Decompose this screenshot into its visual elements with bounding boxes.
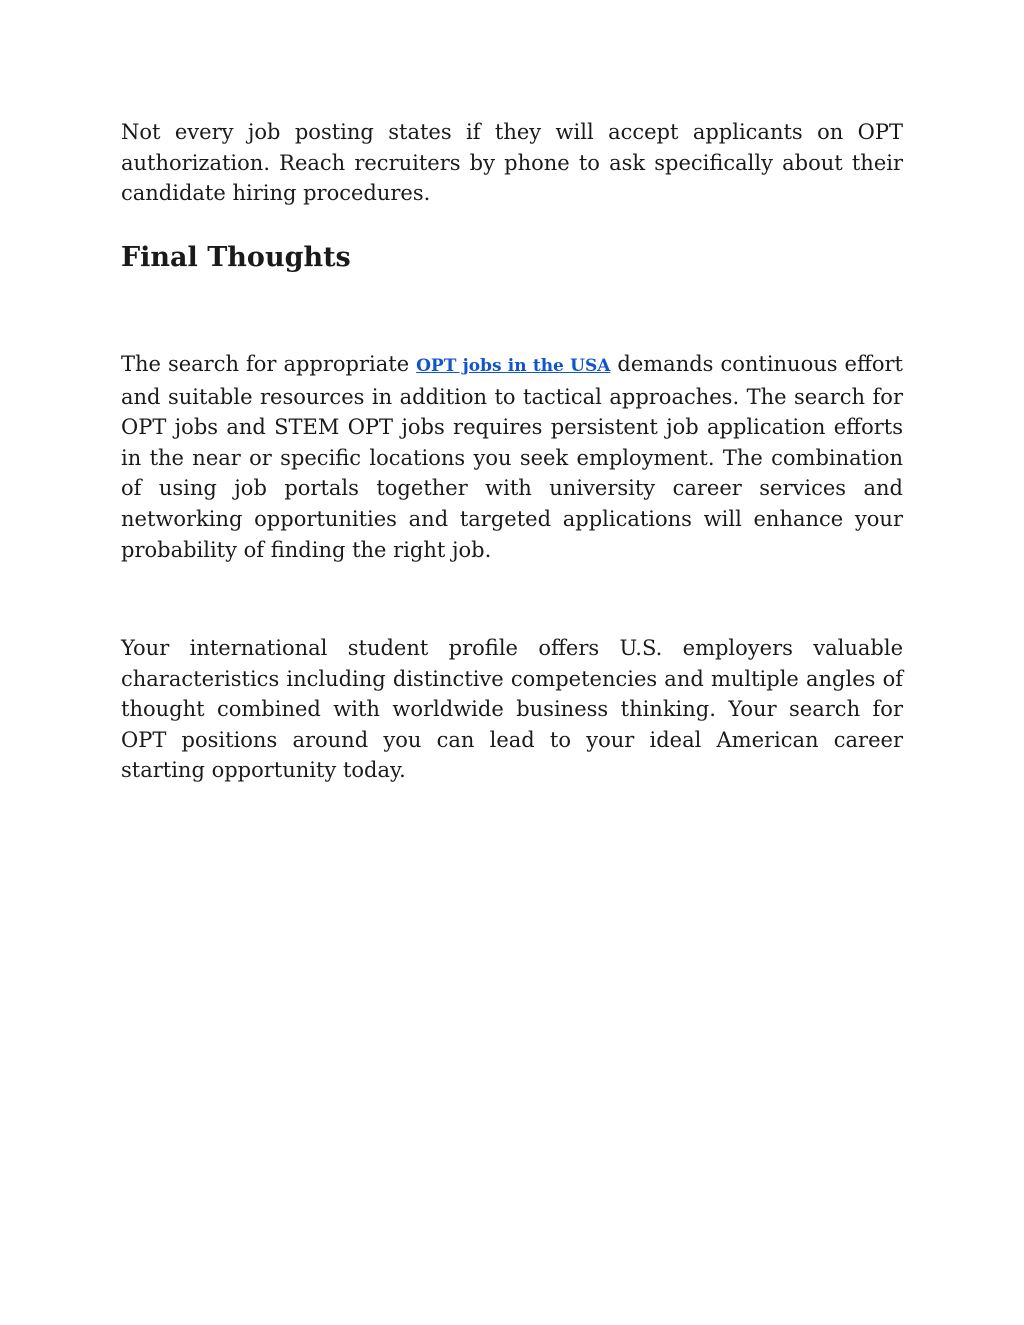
paragraph-search-opt-jobs — [121, 349, 903, 565]
document-page — [121, 117, 903, 783]
opt-jobs-usa-link[interactable]: OPT jobs in the USA — [416, 356, 611, 376]
paragraph-text-after-link: demands continuous effort and suitable resources in addition to tactical approaches. The search for OPT jobs and STEM OPT jobs requires persistent job application efforts in the near or specific locations you seek employment. The combination of using job portals together with university career services and networking opportunities and targeted applications will enhance your probability of finding the right job. — [121, 352, 903, 562]
section-heading-final-thoughts: Final Thoughts — [121, 242, 351, 273]
paragraph-opt-authorization: Not every job posting states if they will accept applicants on OPT authorization. Reach recruiters by phone to ask specifically about their candidate hiring procedures. — [121, 120, 903, 206]
paragraph-text-before-link: The search for appropriate — [121, 352, 417, 376]
paragraph-international-student-profile: Your international student profile offers U.S. employers valuable characteristics including distinctive competencies and multiple angles of thought combined with worldwide business thinking. Your search for OPT positions around you can lead to your ideal American career starting opportunity today. — [121, 636, 903, 783]
